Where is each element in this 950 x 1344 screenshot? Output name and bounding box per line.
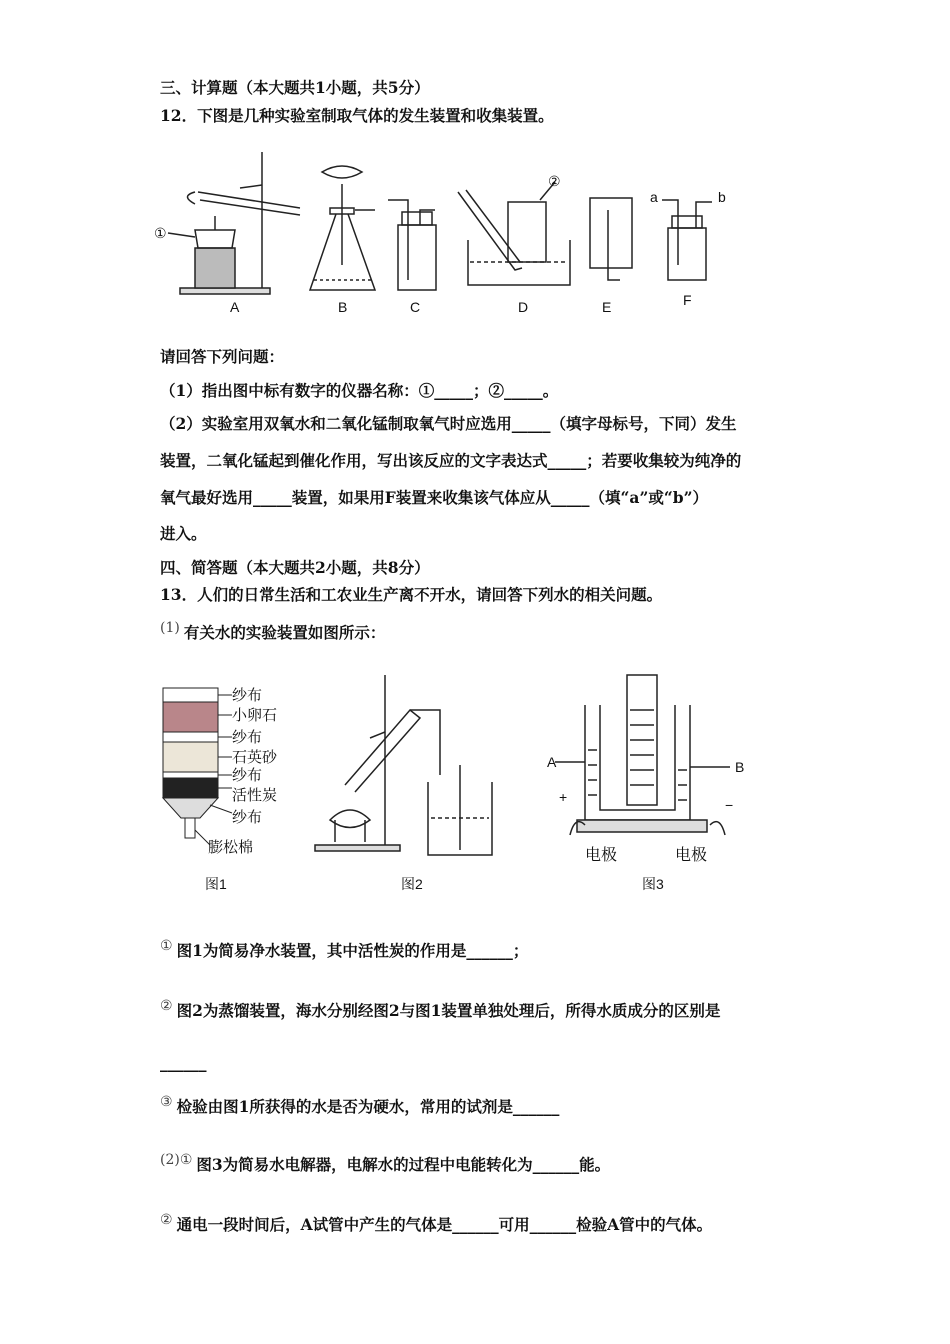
sub-question-2-line3: 氧气最好选用_____装置，如果用F装置来收集该气体应从_____（填“a”或“b”） [160,488,709,507]
filter-layer-7: 纱布 [232,809,263,826]
label-c: C [410,299,421,315]
label-f: F [683,292,692,308]
positive-terminal-label: + [559,789,568,805]
electrode-left-label: 电极 [585,847,618,864]
apparatus-f [662,200,712,280]
sub-question-2-line1: （2）实验室用双氧水和二氧化锰制取氧气时应选用_____（填字母标号，下同）发生 [160,414,737,433]
section3-heading: 三、计算题（本大题共1小题，共5分） [160,78,430,97]
question-b: 图2为蒸馏装置，海水分别经图2与图1装置单独处理后，所得水质成分的区别是 [176,1001,721,1020]
sub-question-1: （1）指出图中标有数字的仪器名称：①_____；②_____。 [160,381,559,400]
question-13: 13．人们的日常生活和工农业生产离不开水，请回答下列水的相关问题。 [160,585,663,604]
apparatus-b [310,166,375,290]
filter-layer-2: 小卵石 [232,707,278,724]
label-circled-2: ② [548,173,561,189]
question-b-blank: ______ [160,1053,207,1072]
label-d: D [518,299,529,315]
question-e-mark: ② [160,1212,173,1228]
label-b: B [338,299,348,315]
question-d-mark: (2)① [160,1152,193,1168]
filter-layer-8: 膨松棉 [208,839,254,856]
question-b-mark: ② [160,998,173,1014]
negative-terminal-label: − [725,797,734,813]
sub-question-2-line4: 进入。 [160,524,207,543]
filter-layer-4: 石英砂 [232,749,278,766]
apparatus-figure [150,140,790,320]
caption-figure-1: 图1 [205,876,227,892]
label-e: E [602,299,612,315]
question-d: 图3为简易水电解器，电解水的过程中电能转化为______能。 [196,1155,611,1174]
question-a: 图1为简易净水装置，其中活性炭的作用是______； [176,941,529,960]
sub-question-2-line2: 装置，二氧化锰起到催化作用，写出该反应的文字表达式_____；若要收集较为纯净的 [160,451,742,470]
apparatus-e [590,198,632,280]
caption-figure-3: 图3 [642,876,664,892]
question-12: 12．下图是几种实验室制取气体的发生装置和收集装置。 [160,106,554,125]
figure-3-electrolysis [545,670,755,870]
label-a: A [230,299,240,315]
label-circled-1: ① [154,225,167,241]
answer-prompt: 请回答下列问题： [160,347,285,366]
tube-a-label: A [547,754,557,770]
filter-layer-1: 纱布 [232,687,263,704]
label-small-b: b [718,189,726,205]
filter-layer-3: 纱布 [232,729,263,746]
question-c: 检验由图1所获得的水是否为硬水，常用的试剂是______ [176,1097,560,1116]
apparatus-c [388,200,436,290]
question-a-mark: ① [160,938,173,954]
label-small-a: a [650,189,658,205]
caption-figure-2: 图2 [401,876,423,892]
part-1-text: 有关水的实验装置如图所示： [183,623,386,642]
question-e: 通电一段时间后，A试管中产生的气体是______可用______检验A管中的气体。 [176,1215,713,1234]
question-c-mark: ③ [160,1094,173,1110]
filter-layer-5: 纱布 [232,767,263,784]
figure-1-filter [160,680,310,860]
electrode-right-label: 电极 [675,847,708,864]
part-1-mark: (1) [160,620,180,636]
filter-layer-6: 活性炭 [232,787,278,804]
apparatus-d [458,182,570,285]
section4-heading: 四、简答题（本大题共2小题，共8分） [160,558,430,577]
tube-b-label: B [735,759,745,775]
apparatus-a [168,152,300,294]
figure-2-distillation [310,670,500,860]
